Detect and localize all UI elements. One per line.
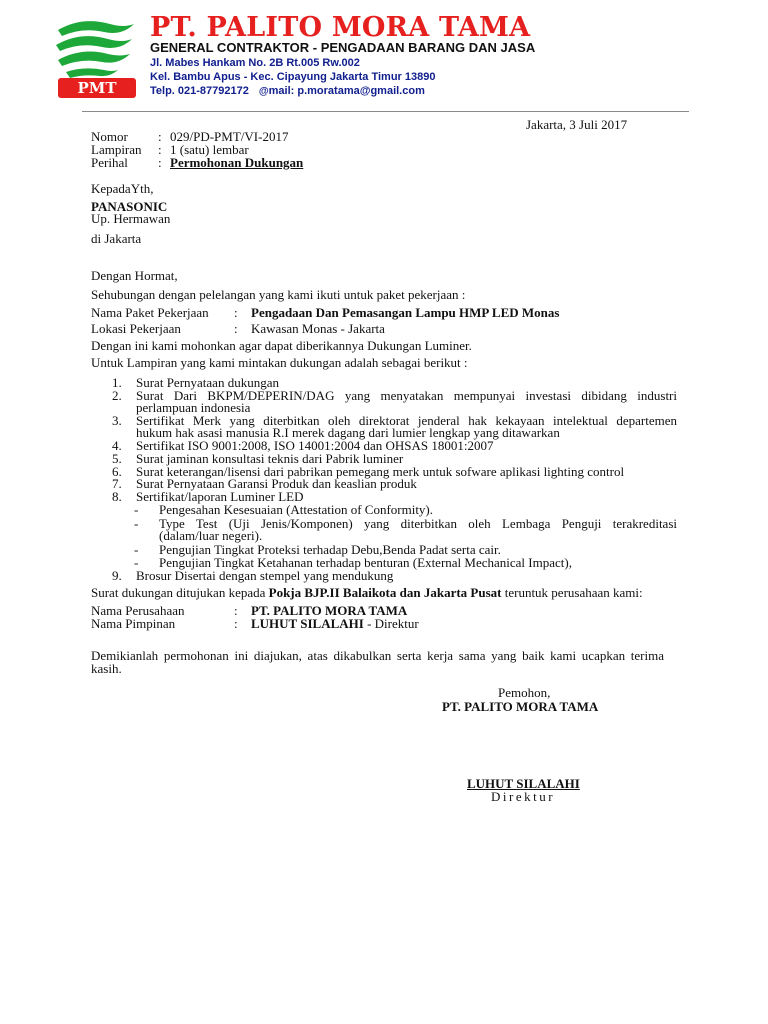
recipient-location: di Jakarta xyxy=(91,231,142,246)
meta-value-nomor: 029/PD-PMT/VI-2017 xyxy=(170,129,289,144)
applicant-label: Pemohon, xyxy=(498,685,551,700)
list-item-text: Surat jaminan konsultasi teknis dari Pabrik luminer xyxy=(136,451,404,466)
company-address-line2: Kel. Bambu Apus - Kec. Cipayung Jakarta Timur 13890 xyxy=(150,71,436,83)
list-item-number: 6. xyxy=(112,464,122,479)
list-item-text: Sertifikat ISO 9001:2008, ISO 14001:2004 dan OHSAS 18001:2007 xyxy=(136,438,494,453)
list-item-number: 4. xyxy=(112,438,122,453)
list-item-text: Surat keterangan/lisensi dari pabrikan pemegang merk untuk sofware aplikasi lighting control xyxy=(136,464,625,479)
sub-item-dash: - xyxy=(134,555,139,570)
attachments-intro: Untuk Lampiran yang kami mintakan dukungan adalah sebagai berikut : xyxy=(91,355,468,370)
closing-text: Demikianlah permohonan ini diajukan, atas dikabulkan serta kerja sama yang baik kami ucapkan terima xyxy=(91,648,664,663)
signatory-name: LUHUT SILALAHI xyxy=(467,776,580,791)
list-item-text: Brosur Disertai dengan stempel yang mendukung xyxy=(136,568,394,583)
sub-item-text-continued: (dalam/luar negeri). xyxy=(159,528,263,543)
list-item-number: 1. xyxy=(112,375,122,390)
list-item-number: 5. xyxy=(112,451,122,466)
signatory-title: Direktur xyxy=(491,789,556,804)
meta-sep-nomor: : xyxy=(158,129,162,144)
intro-text: Sehubungan dengan pelelangan yang kami ikuti untuk paket pekerjaan : xyxy=(91,287,466,302)
sub-item-dash: - xyxy=(134,542,139,557)
sub-item-text: Type Test (Uji Jenis/Komponen) yang diterbitkan oleh Lembaga Penguji terakreditasi xyxy=(159,516,677,531)
meta-value-lampiran: 1 (satu) lembar xyxy=(170,142,249,157)
company-logo xyxy=(52,14,142,104)
company-name: PT. PALITO MORA TAMA xyxy=(150,12,531,43)
letterhead-divider xyxy=(82,111,689,112)
company-info-value: LUHUT SILALAHI - Direktur xyxy=(251,616,419,631)
list-item-text: Surat Pernyataan Garansi Produk dan keaslian produk xyxy=(136,476,417,491)
meta-label-lampiran: Lampiran xyxy=(91,142,142,157)
addressed-to-recipient: Pokja BJP.II Balaikota dan Jakarta Pusat xyxy=(268,585,502,600)
company-info-label: Nama Pimpinan xyxy=(91,616,176,631)
company-tagline: GENERAL CONTRAKTOR - PENGADAAN BARANG DAN JASA xyxy=(150,40,536,55)
sub-item-text: Pengujian Tingkat Proteksi terhadap Debu,Benda Padat serta cair. xyxy=(159,542,501,557)
list-item-text: Surat Dari BKPM/DEPERIN/DAG yang menyatakan mempunyai investasi dibidang industri xyxy=(136,388,677,403)
meta-sep-lampiran: : xyxy=(158,142,162,157)
request-text: Dengan ini kami mohonkan agar dapat diberikannya Dukungan Luminer. xyxy=(91,338,472,353)
recipient-attention: Up. Hermawan xyxy=(91,211,171,226)
list-item-text: Sertifikat/laporan Luminer LED xyxy=(136,489,304,504)
logo-swoosh-1 xyxy=(58,21,134,36)
addressed-to-post: teruntuk perusahaan kami: xyxy=(501,585,643,600)
meta-label-perihal: Perihal xyxy=(91,155,128,170)
logo-swoosh-3 xyxy=(58,52,130,66)
package-sep-name: : xyxy=(234,305,238,320)
greeting: Dengan Hormat, xyxy=(91,268,178,283)
addressed-to xyxy=(91,586,643,600)
list-item-text-continued: hukum hak asasi manusia R.I merek dagang dari lumier lengkap yang ditawarkan xyxy=(136,425,560,440)
meta-sep-perihal: : xyxy=(158,155,162,170)
company-info-value: PT. PALITO MORA TAMA xyxy=(251,603,408,618)
package-label-name: Nama Paket Pekerjaan xyxy=(91,305,209,320)
sub-item-text: Pengujian Tingkat Ketahanan terhadap benturan (External Mechanical Impact), xyxy=(159,555,572,570)
list-item-text: Surat Pernyataan dukungan xyxy=(136,375,279,390)
sub-item-dash: - xyxy=(134,502,139,517)
recipient-company: PANASONIC xyxy=(91,199,168,214)
package-label-location: Lokasi Pekerjaan xyxy=(91,321,181,336)
company-info-sep: : xyxy=(234,603,238,618)
package-value-location: Kawasan Monas - Jakarta xyxy=(251,321,385,336)
email-icon: @ xyxy=(258,86,269,97)
logo-text: PMT xyxy=(77,79,117,97)
list-item-number: 7. xyxy=(112,476,122,491)
package-value-name: Pengadaan Dan Pemasangan Lampu HMP LED Monas xyxy=(251,305,560,320)
list-item-number: 8. xyxy=(112,489,122,504)
recipient-salutation: KepadaYth, xyxy=(91,181,154,196)
list-item-number: 3. xyxy=(112,413,122,428)
closing-text-continued: kasih. xyxy=(91,661,122,676)
list-item-number: 2. xyxy=(112,388,122,403)
sub-item-text: Pengesahan Kesesuaian (Attestation of Conformity). xyxy=(159,502,434,517)
logo-swoosh-2 xyxy=(56,36,132,51)
signature-company: PT. PALITO MORA TAMA xyxy=(442,699,599,714)
company-address-line1: Jl. Mabes Hankam No. 2B Rt.005 Rw.002 xyxy=(150,57,360,69)
letter-date: Jakarta, 3 Juli 2017 xyxy=(526,117,628,132)
logo-swoosh-4 xyxy=(66,68,118,78)
addressed-to-pre: Surat dukungan ditujukan kepada xyxy=(91,585,269,600)
company-email: mail: p.moratama@gmail.com xyxy=(268,85,425,97)
company-phone: Telp. 021-87792172 xyxy=(150,85,249,97)
list-item-text-continued: perlampuan indonesia xyxy=(136,400,251,415)
company-info-label: Nama Perusahaan xyxy=(91,603,185,618)
list-item-text: Sertifikat Merk yang diterbitkan oleh direktorat jenderal hak kekayaan intelektual departemen xyxy=(136,413,677,428)
list-item-number: 9. xyxy=(112,568,122,583)
package-sep-location: : xyxy=(234,321,238,336)
meta-label-nomor: Nomor xyxy=(91,129,128,144)
company-contact xyxy=(150,85,425,97)
sub-item-dash: - xyxy=(134,516,139,531)
meta-value-perihal: Permohonan Dukungan xyxy=(170,155,304,170)
company-info-sep: : xyxy=(234,616,238,631)
